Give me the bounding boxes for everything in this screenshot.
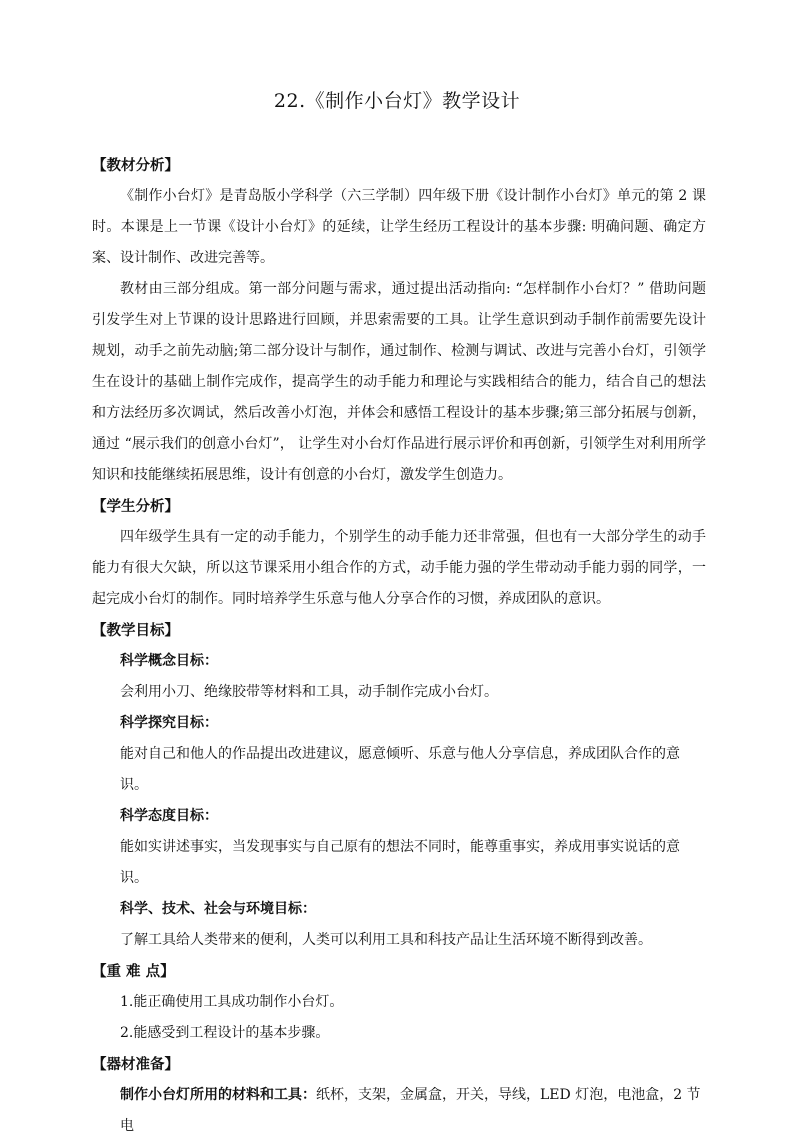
document-body <box>92 150 706 1142</box>
document-title: 22.《制作小台灯》教学设计 <box>273 90 521 112</box>
paragraph: 教材由三部分组成。第一部分问题与需求，通过提出活动指向: “怎样制作小台灯？” 借助问题引发学生对上节课的设计思路进行回顾，并思索需要的工具。让学生意识到动手制作前需要先设计规划，动手之前先动脑;第二部分设计与制作，通过制作、检测与调试、改进与完善小台灯，引领学生在设计的基础上制作完成作，提高学生的动手能力和理论与实践相结合的能力，结合自己的想法和方法经历多次调试，然后改善小灯泡，并体会和感悟工程设计的基本步骤;第三部分拓展与创新，通过 “展示我们的创意小台灯”， 让学生对小台灯作品进行展示评价和再创新，引领学生对利用所学知识和技能继续拓展思维，设计有创意的小台灯，激发学生创造力。 <box>92 281 706 483</box>
key-point-item: 2.能感受到工程设计的基本步骤。 <box>120 1025 330 1041</box>
goal-title-inquiry: 科学探究目标： <box>120 715 218 731</box>
goal-text-attitude: 能如实讲述事实，当发现事实与自己原有的想法不同时，能尊重事实，养成用事实说话的意识。 <box>120 839 680 886</box>
section-heading-student-analysis: 【学生分析】 <box>92 498 179 515</box>
goal-title-stse: 科学、技术、社会与环境目标： <box>120 901 316 917</box>
section-heading-equipment: 【器材准备】 <box>92 1056 179 1073</box>
paragraph: 四年级学生具有一定的动手能力，个别学生的动手能力还非常强，但也有一大部分学生的动手能力有很大欠缺，所以这节课采用小组合作的方式，动手能力强的学生带动动手能力弱的同学，一起完成小台灯的制作。同时培养学生乐意与他人分享合作的习惯，养成团队的意识。 <box>92 529 706 607</box>
goal-text-stse: 了解工具给人类带来的便利，人类可以利用工具和科技产品让生活环境不断得到改善。 <box>120 932 652 948</box>
goal-title-concept: 科学概念目标： <box>120 653 218 669</box>
goal-title-attitude: 科学态度目标： <box>120 808 218 824</box>
equipment-text: 纸杯，支架，金属盒，开关，导线，LED 灯泡，电池盒，2 节电 <box>120 1087 701 1134</box>
paragraph: 《制作小台灯》是青岛版小学科学（六三学制）四年级下册《设计制作小台灯》单元的第 2 课时。本课是上一节课《设计小台灯》的延续，让学生经历工程设计的基本步骤: 明确问题、确定方案、设计制作、改进完善等。 <box>92 188 706 266</box>
section-heading-key-points: 【重 难 点】 <box>92 963 175 980</box>
key-point-item: 1.能正确使用工具成功制作小台灯。 <box>120 994 344 1010</box>
section-heading-material-analysis: 【教材分析】 <box>92 157 179 174</box>
goal-text-inquiry: 能对自己和他人的作品提出改进建议，愿意倾听、乐意与他人分享信息，养成团队合作的意识。 <box>120 746 680 793</box>
equipment-line <box>120 1080 706 1142</box>
section-heading-teaching-goals: 【教学目标】 <box>92 622 179 639</box>
equipment-label: 制作小台灯所用的材料和工具： <box>120 1087 316 1103</box>
goal-text-concept: 会利用小刀、绝缘胶带等材料和工具，动手制作完成小台灯。 <box>120 684 498 700</box>
